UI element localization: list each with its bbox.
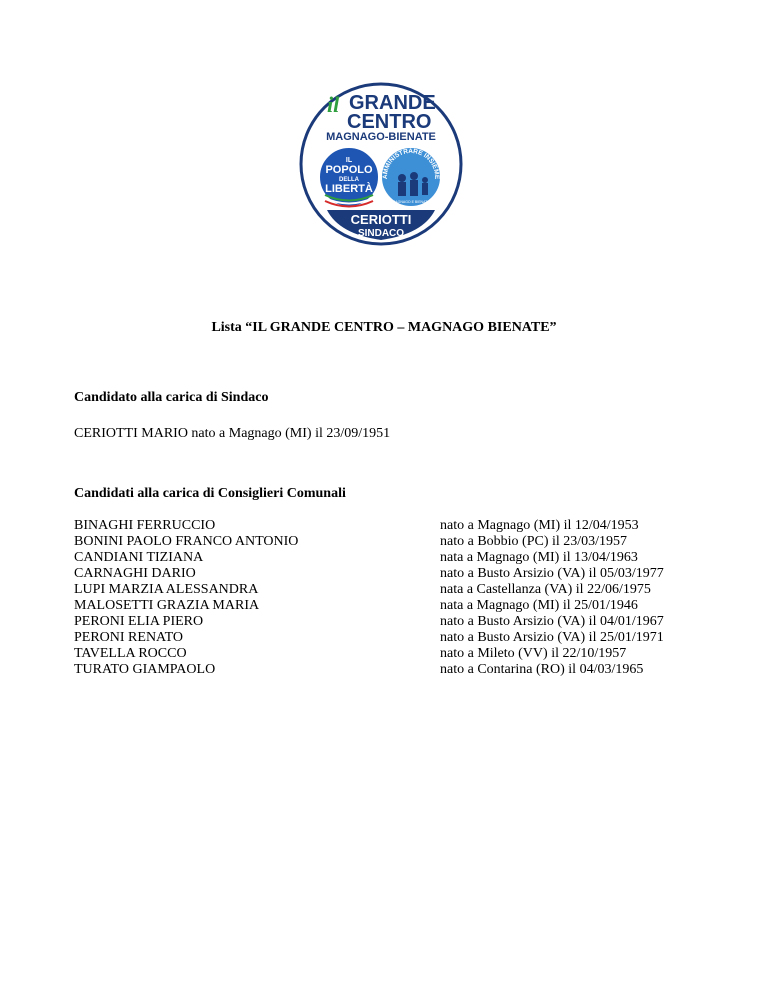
candidate-row [74,550,714,566]
candidate-birth: nato a Mileto (VV) il 22/10/1957 [440,646,627,661]
candidate-birth: nato a Bobbio (PC) il 23/03/1957 [440,534,628,549]
logo-ceriotti: CERIOTTI [350,212,412,227]
svg-text:AMMINISTRARE INSIEME: AMMINISTRARE INSIEME [381,147,441,180]
candidate-row [74,582,714,598]
candidate-name: TAVELLA ROCCO [74,646,187,661]
party-logo [297,82,465,246]
candidate-birth: nata a Castellanza (VA) il 22/06/1975 [440,582,651,597]
logo-subtitle: MAGNAGO-BIENATE [326,131,436,143]
logo-il: il [327,92,340,117]
candidate-name: PERONI ELIA PIERO [74,614,204,629]
council-section-heading: Candidati alla carica di Consiglieri Comunali [74,486,346,501]
candidate-row [74,614,714,630]
candidate-row [74,534,714,550]
candidate-name: BINAGHI FERRUCCIO [74,518,216,533]
svg-text:LIBERTÀ: LIBERTÀ [325,183,373,195]
candidate-birth: nato a Magnago (MI) il 12/04/1953 [440,518,639,533]
candidate-name: CANDIANI TIZIANA [74,550,204,565]
logo-sindaco: SINDACO [357,228,405,239]
svg-text:IL: IL [345,157,353,164]
candidate-birth: nata a Magnago (MI) il 13/04/1963 [440,550,638,565]
candidate-row [74,598,714,614]
candidate-row [74,630,714,646]
candidate-birth: nata a Magnago (MI) il 25/01/1946 [440,598,638,613]
candidate-row [74,662,714,678]
candidate-birth: nato a Busto Arsizio (VA) il 04/01/1967 [440,614,664,629]
candidate-birth: nato a Busto Arsizio (VA) il 25/01/1971 [440,630,664,645]
candidate-row [74,518,714,534]
logo-centro: CENTRO [347,111,432,133]
candidate-row [74,566,714,582]
list-title: Lista “IL GRANDE CENTRO – MAGNAGO BIENATE” [211,320,557,335]
candidate-name: MALOSETTI GRAZIA MARIA [74,598,260,613]
svg-text:MAGNAGO E BIENATE: MAGNAGO E BIENATE [392,200,430,204]
council-candidates-list [74,518,714,678]
svg-text:POPOLO: POPOLO [325,164,373,176]
candidate-birth: nato a Busto Arsizio (VA) il 05/03/1977 [440,566,664,581]
svg-text:DELLA: DELLA [339,177,359,183]
candidate-name: LUPI MARZIA ALESSANDRA [74,582,259,597]
candidate-name: TURATO GIAMPAOLO [74,662,216,677]
candidate-name: BONINI PAOLO FRANCO ANTONIO [74,534,299,549]
candidate-name: CARNAGHI DARIO [74,566,196,581]
logo-grande: GRANDE [349,92,436,114]
mayor-candidate: CERIOTTI MARIO nato a Magnago (MI) il 23/09/1951 [74,426,391,441]
candidate-row [74,646,714,662]
candidate-name: PERONI RENATO [74,630,184,645]
mayor-section-heading: Candidato alla carica di Sindaco [74,390,269,405]
candidate-birth: nato a Contarina (RO) il 04/03/1965 [440,662,644,677]
